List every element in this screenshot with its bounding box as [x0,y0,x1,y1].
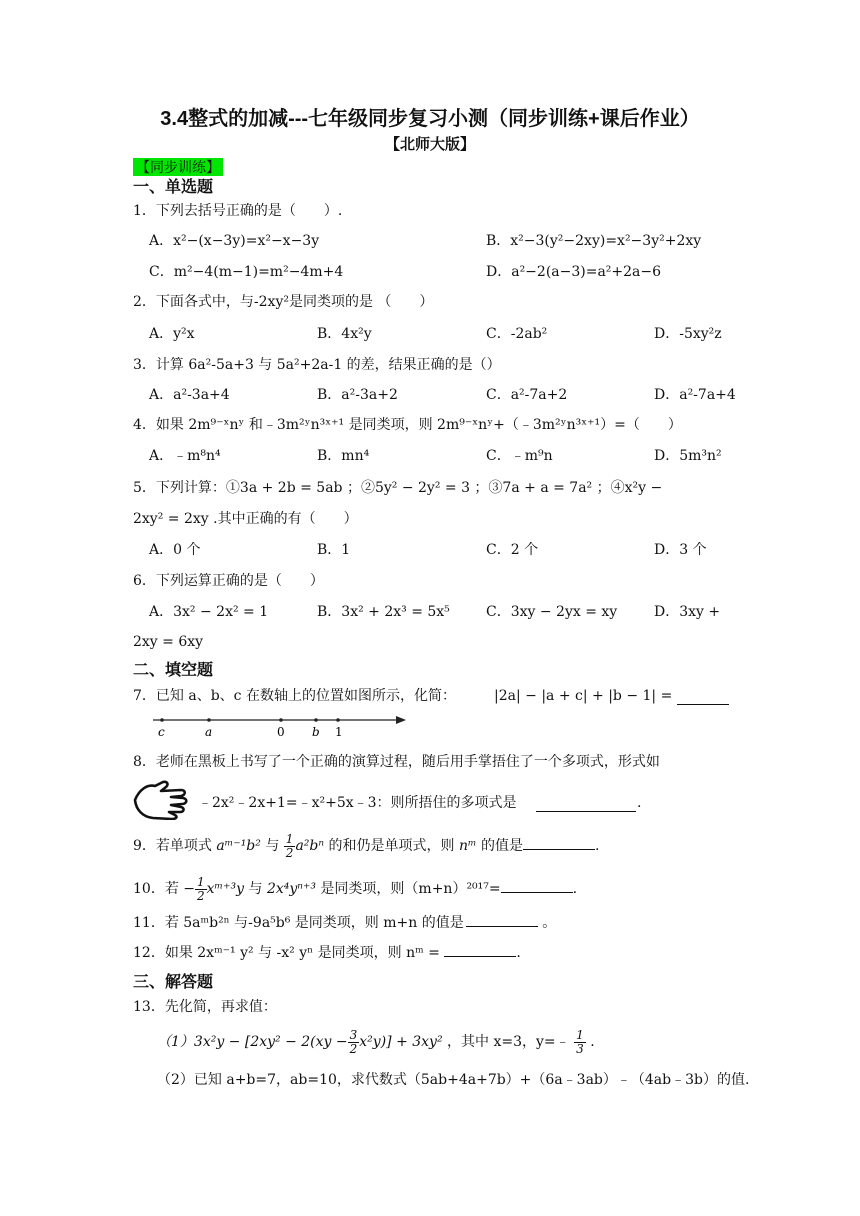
question-11 [133,916,556,930]
question-6-option-a: A．3x² − 2x² = 1 [149,604,269,620]
question-3-option-a: A．a²-3a+4 [149,387,230,403]
question-9 [133,830,599,862]
question-13-part-1-end: . [590,1034,595,1050]
question-10-word-and: 与 [248,881,263,897]
question-1-option-a: A．x²−(x−3y)=x²−x−3y [149,233,320,249]
question-4-option-a: A．﹣m⁸n⁴ [149,448,221,464]
question-6-option-d-continued: 2xy = 6xy [133,634,204,650]
question-6-option-d: D．3xy + [654,604,721,620]
question-10-end: . [572,881,578,897]
question-13-part-1-fraction [348,1029,360,1056]
section-heading-solve: 三、解答题 [133,974,214,991]
question-6-option-c: C．3xy − 2yx = xy [486,604,618,620]
section-heading-fill-in: 二、填空题 [133,662,214,679]
number-line-figure [150,710,410,740]
question-9-fraction-numerator: 1 [285,831,294,846]
question-10-condition: 是同类项，则（m+n）²⁰¹⁷= [320,881,501,897]
question-12-answer-blank[interactable] [444,955,516,957]
question-9-term-1: aᵐ⁻¹b² [216,838,261,854]
question-13-part-1-expr-a: （1）3x²y − [2xy² − 2(xy − [157,1034,348,1050]
question-13-part-1-y-denominator: 3 [576,1041,584,1056]
question-9-term-2: a²bⁿ [295,838,325,854]
number-line-label-b: b [312,725,320,739]
question-12 [133,946,521,960]
question-13-part-2: （2）已知 a+b=7，ab=10，求代数式（5ab+4a+7b）+（6a﹣3ab）﹣（4ab﹣3b）的值. [157,1072,750,1088]
question-5-option-d: D．3 个 [654,542,707,558]
question-9-word-and: 与 [265,838,280,854]
number-line-point-0 [279,718,283,722]
question-2-option-d: D．-5xy²z [654,326,722,342]
question-6-stem: 6．下列运算正确的是（ ） [133,573,324,589]
question-1-option-d: D．a²−2(a−3)=a²+2a−6 [486,264,662,280]
number-line-point-b [314,718,318,722]
question-8-end: . [637,795,642,811]
number-line-label-c: c [158,725,165,739]
question-3-option-d: D．a²-7a+4 [654,387,736,403]
question-13-part-1-fraction-denominator: 2 [349,1041,358,1056]
question-2-option-a: A．y²x [149,326,195,342]
question-11-end: 。 [542,915,557,931]
question-5-option-a: A．0 个 [149,542,201,558]
question-4-option-d: D．5m³n² [654,448,722,464]
question-8-line-2: ﹣2x²﹣2x+1=﹣x²+5x﹣3：则所捂住的多项式是 [198,795,517,811]
question-11-text: 11．若 5aᵐb²ⁿ 与-9a⁵b⁶ 是同类项，则 m+n 的值是 [133,915,464,931]
number-line-arrow [396,716,406,724]
question-9-end: . [595,838,600,854]
question-12-text: 12．如果 2xᵐ⁻¹ y² 与 -x² yⁿ 是同类项，则 nᵐ = [133,945,440,961]
question-13-part-1-expr-b: x²y)] + 3xy² [359,1034,443,1050]
page-subtitle: 【北师大版】 [384,136,475,153]
number-line-point-1 [336,718,340,722]
question-11-answer-blank[interactable] [466,925,538,927]
question-1-option-c: C．m²−4(m−1)=m²−4m+4 [149,264,344,280]
question-8-answer-blank[interactable] [536,810,636,812]
question-9-ask: 的值是 [481,838,524,854]
question-1-option-b: B．x²−3(y²−2xy)=x²−3y²+2xy [486,233,702,249]
question-12-end: . [516,945,521,961]
question-4-stem: 4．如果 2m⁹⁻ˣnʸ 和﹣3m²ʸn³ˣ⁺¹ 是同类项，则 2m⁹⁻ˣnʸ+（﹣3m²ʸn³ˣ⁺¹）=（ ） [133,417,682,433]
question-9-prefix: 9．若单项式 [133,838,212,854]
question-9-fraction [284,833,296,860]
question-5-option-b: B．1 [317,542,351,558]
question-1-stem: 1．下列去括号正确的是（ ）. [133,203,343,219]
question-2-option-b: B．4x²y [317,326,372,342]
question-13-part-1-condition: ，其中 x=3，y=﹣ [447,1034,570,1050]
question-5-line-2: 2xy² = 2xy .其中正确的有（ ） [133,511,358,527]
question-13-stem: 13．先化简，再求值： [133,999,277,1015]
question-2-stem: 2．下面各式中，与-2xy²是同类项的是 （ ） [133,294,434,310]
question-9-answer-blank[interactable] [523,848,595,850]
question-9-target: nᵐ [458,838,477,854]
question-5-line-1: 5．下列计算：①3a + 2b = 5ab ；②5y² − 2y² = 3 ；③7a + a = 7a² ；④x²y − [133,480,663,496]
question-2-option-c: C．-2ab² [486,326,548,342]
question-10-answer-blank[interactable] [501,891,573,893]
question-10-fraction-denominator: 2 [197,888,205,903]
question-8-line-1: 8．老师在黑板上书写了一个正确的演算过程，随后用手掌捂住了一个多项式，形式如 [133,754,660,770]
question-3-option-b: B．a²-3a+2 [317,387,398,403]
question-9-condition: 的和仍是单项式，则 [328,838,455,854]
question-10-prefix: 10．若 [133,881,179,897]
question-7-stem: 7．已知 a、b、c 在数轴上的位置如图所示，化简： [133,688,456,704]
question-10-fraction [195,876,207,903]
question-4-option-c: C．﹣m⁹n [486,448,553,464]
question-9-fraction-denominator: 2 [285,845,294,860]
number-line-point-c [160,718,164,722]
number-line-label-0: 0 [277,725,285,739]
question-10-term-2: 2x⁴yⁿ⁺³ [266,881,316,897]
question-13-part-1-fraction-numerator: 3 [349,1027,358,1042]
question-13-part-1-y-numerator: 1 [576,1027,584,1042]
number-line-point-a [207,718,211,722]
question-10-term-1: xᵐ⁺³y [206,881,245,897]
question-3-option-c: C．a²-7a+2 [486,387,568,403]
question-10-fraction-numerator: 1 [197,874,205,889]
question-6-option-b: B．3x² + 2x³ = 5x⁵ [317,604,450,620]
number-line-label-1: 1 [335,725,343,739]
page-title: 3.4整式的加减---七年级同步复习小测（同步训练+课后作业） [160,108,700,130]
question-7-expression: |2a| − |a + c| + |b − 1| = [494,688,673,704]
question-5-option-c: C．2 个 [486,542,539,558]
section-heading-single-choice: 一、单选题 [133,179,214,196]
question-10-minus: − [183,881,196,897]
section-tag: 【同步训练】 [133,158,223,176]
question-13-part-1-y-fraction [574,1029,586,1056]
number-line-label-a: a [205,725,213,739]
question-4-option-b: B．mn⁴ [317,448,370,464]
hand-palm-icon [133,780,189,820]
question-3-stem: 3．计算 6a²-5a+3 与 5a²+2a-1 的差，结果正确的是（） [133,357,501,373]
question-13-part-1 [157,1025,595,1059]
question-10 [133,873,577,905]
question-7-answer-blank[interactable] [677,703,729,705]
